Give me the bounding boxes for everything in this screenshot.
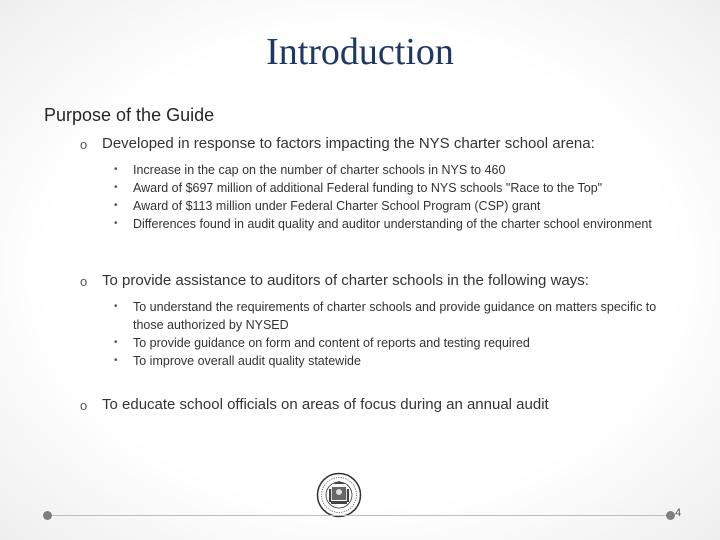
list-item (0, 161, 673, 179)
slide-heading: Purpose of the Guide (44, 105, 215, 125)
list-item (0, 352, 673, 370)
bullet-icon: • (114, 337, 118, 348)
section-3 (0, 396, 720, 414)
section-2 (0, 272, 720, 370)
section-3-text-row (0, 396, 662, 414)
bullet-icon: • (114, 301, 118, 312)
list-item-text: Differences found in audit quality and auditor understanding of the charter school environment (133, 217, 652, 231)
section-1-text-row (0, 135, 662, 153)
circle-bullet-icon: o (80, 398, 88, 413)
list-item (0, 215, 673, 233)
bullet-icon: • (114, 182, 118, 193)
page-number: 4 (675, 507, 682, 519)
list-item (0, 197, 673, 215)
list-item-text: Award of $113 million under Federal Charter School Program (CSP) grant (133, 199, 541, 213)
footer-dot-left-icon (43, 511, 52, 520)
footer-rule (48, 515, 672, 516)
list-item-text: Award of $697 million of additional Federal funding to NYS schools "Race to the Top" (133, 181, 603, 195)
circle-bullet-icon: o (80, 137, 88, 152)
section-3-text: To educate school officials on areas of focus during an annual audit (102, 396, 549, 413)
circle-bullet-icon: o (80, 274, 88, 289)
section-1 (0, 135, 720, 233)
bullet-icon: • (114, 218, 118, 229)
footer-dot-right-icon (666, 511, 675, 520)
list-item-text: To provide guidance on form and content of reports and testing required (133, 336, 530, 350)
list-item-text: Increase in the cap on the number of charter schools in NYS to 460 (133, 163, 506, 177)
section-2-text-row (0, 272, 662, 290)
section-2-items (0, 298, 720, 370)
list-item (0, 334, 673, 352)
slide-title: Introduction (266, 31, 454, 73)
list-item-text: To improve overall audit quality statewide (133, 354, 361, 368)
list-item (0, 298, 673, 334)
section-2-text: To provide assistance to auditors of charter schools in the following ways: (102, 272, 589, 289)
bullet-icon: • (114, 200, 118, 211)
bullet-icon: • (114, 164, 118, 175)
list-item (0, 179, 673, 197)
bullet-icon: • (114, 355, 118, 366)
list-item-text: To understand the requirements of charter schools and provide guidance on matters specific to those authorized by NYSED (133, 300, 657, 332)
section-1-text: Developed in response to factors impacting the NYS charter school arena: (102, 135, 595, 152)
section-1-items (0, 161, 720, 233)
